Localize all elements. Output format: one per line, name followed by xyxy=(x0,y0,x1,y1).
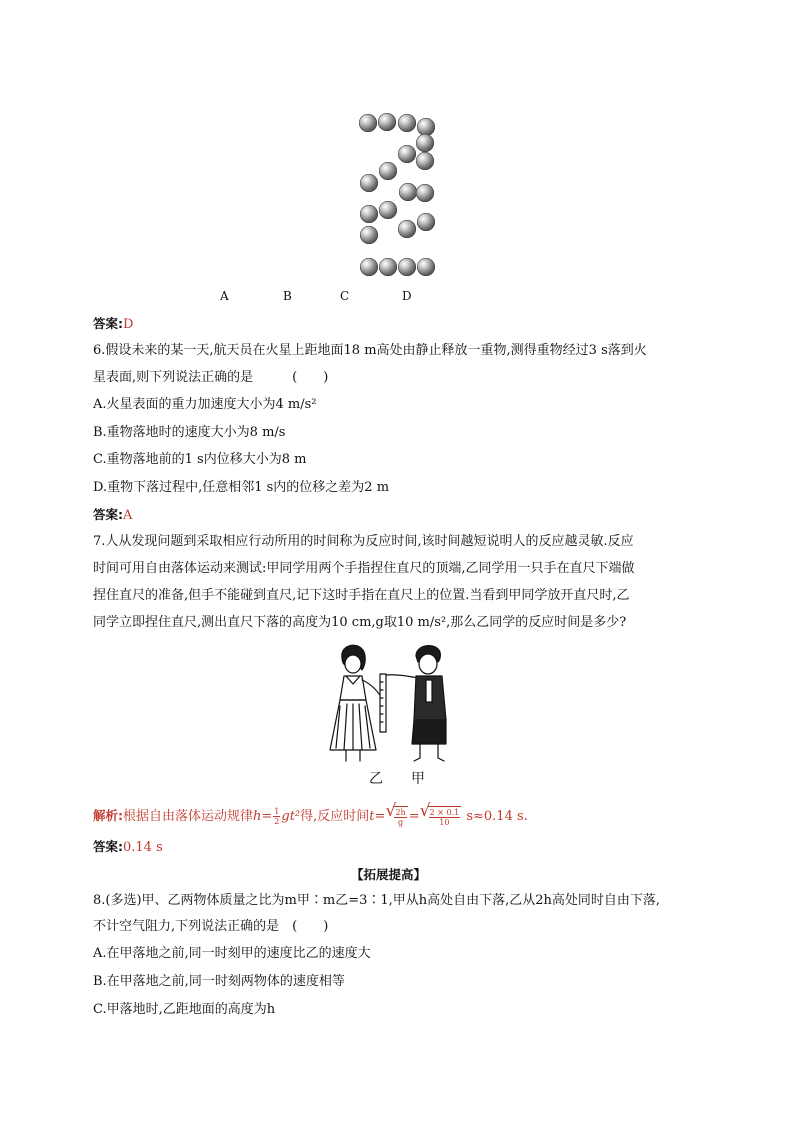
ball-b4 xyxy=(379,162,397,180)
q8-line2: 不计空气阻力,下列说法正确的是 ( ) xyxy=(93,919,329,934)
girl-face xyxy=(345,655,361,673)
q7-answer xyxy=(93,838,163,856)
section-title: 【拓展提高】 xyxy=(351,867,427,882)
q6-option-b: B.重物落地时的速度大小为8 m/s xyxy=(93,425,286,440)
answer-label: 答案: xyxy=(93,507,123,522)
q6-option-d: D.重物下落过程中,任意相邻1 s内的位移之差为2 m xyxy=(93,480,390,495)
ball-d1 xyxy=(360,205,378,223)
ball-e1 xyxy=(360,258,378,276)
solution-result: s≈0.14 s. xyxy=(462,809,528,824)
sqrt-numeric xyxy=(421,806,462,827)
solution-text2: 得,反应时间 xyxy=(300,809,370,824)
ball-b1 xyxy=(416,134,434,152)
q6-option-a: A.火星表面的重力加速度大小为4 m/s² xyxy=(93,397,317,412)
answer-value: A xyxy=(123,508,133,523)
ruler xyxy=(380,674,386,732)
option-letter-a: A xyxy=(220,289,229,303)
boy-face xyxy=(419,654,437,674)
option-letter-c: C xyxy=(340,289,350,303)
option-letter-b: B xyxy=(283,289,292,303)
gt-squared: gt² xyxy=(281,809,301,824)
q7-line2: 时间可用自由落体运动来测试:甲同学用两个手指捏住直尺的顶端,乙同学用一只手在直尺下端做 xyxy=(93,561,635,576)
ball-c4 xyxy=(379,201,397,219)
sqrt2-numerator: √ 2 × 0.1 xyxy=(429,808,460,817)
q6-answer xyxy=(93,506,132,524)
sqrt2-fraction xyxy=(429,808,461,827)
falling-balls-figure xyxy=(354,108,444,283)
q8-option-b: B.在甲落地之前,同一时刻两物体的速度相等 xyxy=(93,974,345,989)
sqrt2-denominator: 10 xyxy=(439,818,450,827)
boy-tie xyxy=(426,680,432,702)
q7-line1: 7.人从发现问题到采取相应行动所用的时间称为反应时间,该时间越短说明人的反应越灵敏.反应 xyxy=(93,534,634,549)
girl-leg xyxy=(346,750,360,761)
boy-shorts xyxy=(412,720,446,744)
reaction-time-illustration xyxy=(320,640,480,764)
ball-e2 xyxy=(379,258,397,276)
sqrt-2h-over-g xyxy=(386,806,407,827)
figure-label-yi: 乙 xyxy=(369,771,383,787)
q8-option-c: C.甲落地时,乙距地面的高度为h xyxy=(93,1002,276,1017)
boy-arm xyxy=(386,675,418,678)
ball-d2 xyxy=(417,213,435,231)
sqrt1-numerator: √ 2h xyxy=(395,808,406,817)
answer-value: 0.14 s xyxy=(123,840,163,855)
var-h: h xyxy=(253,809,262,824)
ball-a2 xyxy=(378,113,396,131)
fraction-denominator: 2 xyxy=(274,817,280,826)
ball-b3 xyxy=(416,152,434,170)
ball-c1 xyxy=(360,174,378,192)
equals-sign: = xyxy=(261,809,273,824)
girl-pleats xyxy=(336,704,370,750)
sqrt1-denominator: g xyxy=(398,818,404,827)
q6-option-c: C.重物落地前的1 s内位移大小为8 m xyxy=(93,452,307,467)
equals-sign-2: = xyxy=(374,809,386,824)
var-t: t xyxy=(369,809,375,824)
ball-c2 xyxy=(399,183,417,201)
ball-b2 xyxy=(398,145,416,163)
q8-option-a: A.在甲落地之前,同一时刻甲的速度比乙的速度大 xyxy=(93,946,371,961)
solution-text1: 根据自由落体运动规律 xyxy=(123,809,254,824)
fraction-numerator: 1 xyxy=(274,807,280,816)
q6-stem-line1: 6.假设未来的某一天,航天员在火星上距地面18 m高处由静止释放一重物,测得重物经过3 s落到火 xyxy=(93,343,647,358)
ball-e4 xyxy=(417,258,435,276)
ball-d4 xyxy=(360,226,378,244)
equals-sign-3: = xyxy=(408,809,420,824)
sqrt1-fraction xyxy=(394,808,406,827)
boy-legs xyxy=(414,744,444,761)
ball-e3 xyxy=(398,258,416,276)
q8-line1: 8.(多选)甲、乙两物体质量之比为m甲∶m乙=3∶1,甲从h高处自由下落,乙从2h高处同时自由下落, xyxy=(93,893,661,908)
answer-value: D xyxy=(123,317,134,332)
answer-label: 答案: xyxy=(93,316,123,331)
option-letter-d: D xyxy=(402,289,412,303)
q5-answer xyxy=(93,315,133,333)
q7-solution xyxy=(93,806,528,826)
ball-c3 xyxy=(416,184,434,202)
answer-label: 答案: xyxy=(93,839,123,854)
ball-a3 xyxy=(398,114,416,132)
girl-collar xyxy=(346,676,360,684)
figure-label-jia: 甲 xyxy=(411,771,425,787)
q6-stem-line2: 星表面,则下列说法正确的是 ( ) xyxy=(93,370,329,385)
q7-line4: 同学立即捏住直尺,测出直尺下落的高度为10 cm,g取10 m/s²,那么乙同学的反应时间是多少? xyxy=(93,615,627,630)
solution-label: 解析: xyxy=(93,808,123,823)
half-fraction xyxy=(273,807,280,826)
ball-d3 xyxy=(398,220,416,238)
ball-a1 xyxy=(359,114,377,132)
q7-line3: 捏住直尺的准备,但手不能碰到直尺,记下这时手指在直尺上的位置.当看到甲同学放开直尺时,乙 xyxy=(93,588,630,603)
